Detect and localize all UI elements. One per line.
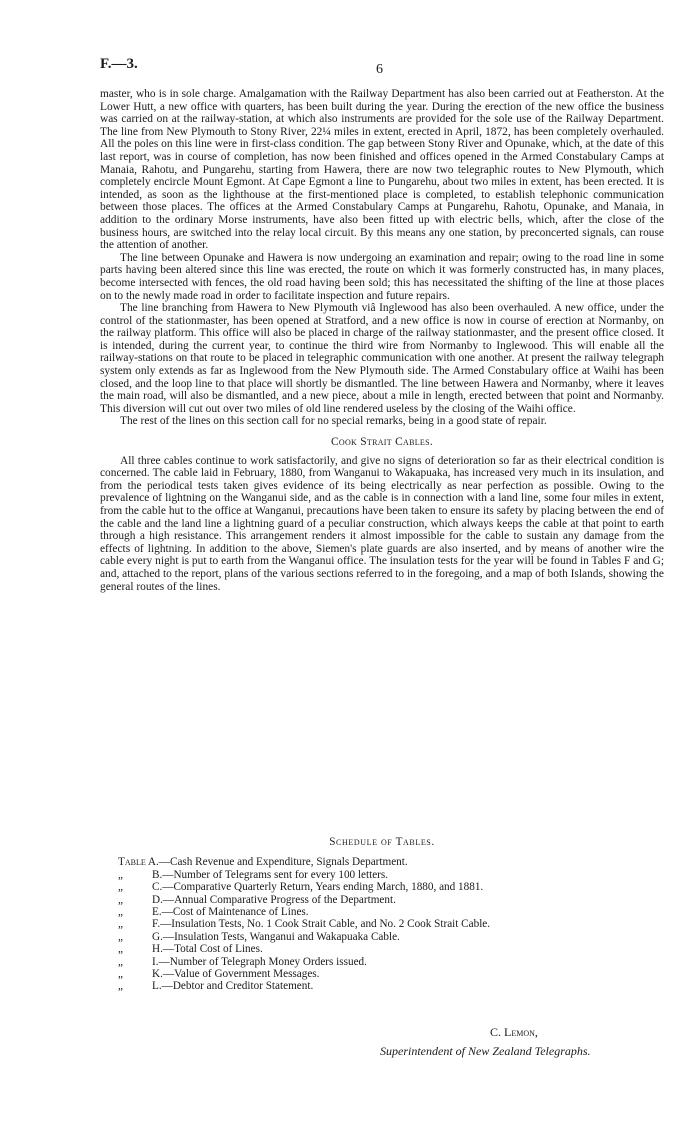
schedule-item [100,968,664,980]
ditto-mark: „ [118,980,123,993]
schedule-list [100,856,664,992]
ditto-mark: „ [118,943,123,956]
schedule-item-text: E.—Cost of Maintenance of Lines. [152,906,309,919]
schedule-item [100,894,664,906]
table-prefix: Table [118,856,146,869]
page-number: 6 [376,62,383,77]
paragraph-rest-of-lines: The rest of the lines on this section call for no special remarks, being in a good state of repair. [120,415,547,428]
schedule-item [100,980,664,992]
schedule-item-text: C.—Comparative Quarterly Return, Years ending March, 1880, and 1881. [152,881,484,894]
schedule-item [100,906,664,918]
schedule-item-text: D.—Annual Comparative Progress of the Department. [152,893,396,906]
schedule-item [100,931,664,943]
signatory-name: C. Lemon, [490,1025,538,1039]
paragraph-cables: All three cables continue to work satisfactorily, and give no signs of deterioration so far as their electrical condition is concerned. The cable laid in February, 1880, from Wanganui to Wakapuaka, has increased very much in its insulation, and from the periodical tests taken gives evidence of its being electrically as near perfection as possible. Owing to the prevalence of lightning on the Wanganui side, and as the cable is in connection with a land line, some four miles in extent, from the cable hut to the office at Wanganui, precautions have been taken to ensure its safety by placing between the end of the cable and the land line a lightning guard of a peculiar construction, which always keeps the cable at that point to earth through a high resistance. This arrangement renders it almost impossible for the cable to sustain any damage from the effects of lightning. In addition to the above, Siemen's plate guards are also inserted, and by means of another wire the cable every night is put to earth from the Wanganui office. The insulation tests for the year will be found in Tables F and G; and, attached to the report, plans of the various sections referred to in the foregoing, and a map of both Islands, showing the general routes of the lines. [100,454,664,593]
schedule-item-text: K.—Value of Government Messages. [152,968,320,981]
schedule-item-text: L.—Debtor and Creditor Statement. [152,980,314,993]
signatory-title: Superintendent of New Zealand Telegraphs. [380,1044,591,1058]
ditto-mark: „ [118,930,123,943]
schedule-item-text: F.—Insulation Tests, No. 1 Cook Strait Cable, and No. 2 Cook Strait Cable. [152,918,491,931]
schedule-item [100,856,664,868]
ditto-mark: „ [118,893,123,906]
ditto-mark: „ [118,955,123,968]
section-heading-cook-strait: Cook Strait Cables. [331,436,433,449]
paragraph-opunake-hawera: The line between Opunake and Hawera is now undergoing an examination and repair; owing to the road line in some parts having been altered since this line was erected, the route on which it was formerly constructed has, in many places, become intersected with fences, the old road having been sold; this has necessitated the shifting of the line at those places on to the newly made road in order to facilitate inspection and future repairs. [100,251,664,302]
ditto-mark: „ [118,868,123,881]
schedule-item [100,881,664,893]
schedule-item-text: B.—Number of Telegrams sent for every 100 letters. [152,868,389,881]
report-body [100,88,664,593]
ditto-mark: „ [118,968,123,981]
schedule-item-text: G.—Insulation Tests, Wanganui and Wakapuaka Cable. [152,930,400,943]
schedule-of-tables [100,836,664,993]
schedule-item [100,956,664,968]
schedule-item-text: H.—Total Cost of Lines. [152,943,263,956]
schedule-item-text: I.—Number of Telegraph Money Orders issued. [152,955,367,968]
paragraph-hawera-new-plymouth: The line branching from Hawera to New Plymouth viâ Inglewood has also been overhauled. A new office, under the control of the stationmaster, has been opened at Stratford, and a new office is now in course of erection at Normanby, on the railway platform. This office will also be placed in charge of the railway stationmaster, and the present office closed. It is intended, during the current year, to continue the third wire from Normanby to Inglewood. This will enable all the railway-stations on that route to be placed in telegraphic communication with one another. At present the railway telegraph system only extends as far as Inglewood from the New Plymouth side. The Armed Constabulary office at Waihi has been closed, and the loop line to that place will shortly be dismantled. The line between Hawera and Normanby, where it leaves the main road, will also be dismantled, and a new piece, about a mile in length, erected between that point and Normanby. This diversion will cut out over two miles of old line rendered useless by the closing of the Waihi office. [100,302,664,415]
schedule-item-text: A.—Cash Revenue and Expenditure, Signals Department. [147,856,408,869]
ditto-mark: „ [118,918,123,931]
schedule-item [100,918,664,930]
ditto-mark: „ [118,881,123,894]
paragraph-amalgamation: master, who is in sole charge. Amalgamation with the Railway Department has also been carried out at Featherston. At the Lower Hutt, a new office with quarters, has been built during the year. During the erection of the new office the business was carried on at the railway-station, at which also instruments are provided for the sole use of the Railway Department. The line from New Plymouth to Stony River, 22¼ miles in extent, erected in April, 1872, has been completely overhauled. All the poles on this line were in first-class condition. The gap between Stony River and Opunake, which, at the date of this last report, was in course of completion, has now been finished and offices opened in the Armed Constabulary Camps at Manaia, Rahotu, and Pungarehu, starting from Hawera, there are now two telegraphic routes to New Plymouth, which completely encircle Mount Egmont. At Cape Egmont a line to Pungarehu, about two miles in extent, has been erected. It is intended, as soon as the lighthouse at the first-mentioned place is completed, to establish telephonic communication between those places. The offices at the Armed Constabulary Camps at Pungarehu, Rahotu, Opunake, and Manaia, in addition to the ordinary Morse instruments, have also been fitted up with electric bells, which, after the close of the business hours, are switched into the relay local circuit. By this means any one station, by preconcerted signals, can rouse the attention of another. [100,88,664,252]
document-reference: F.—3. [100,56,138,72]
ditto-mark: „ [118,906,123,919]
schedule-title: Schedule of Tables. [329,836,435,848]
schedule-item [100,943,664,955]
schedule-item [100,869,664,881]
